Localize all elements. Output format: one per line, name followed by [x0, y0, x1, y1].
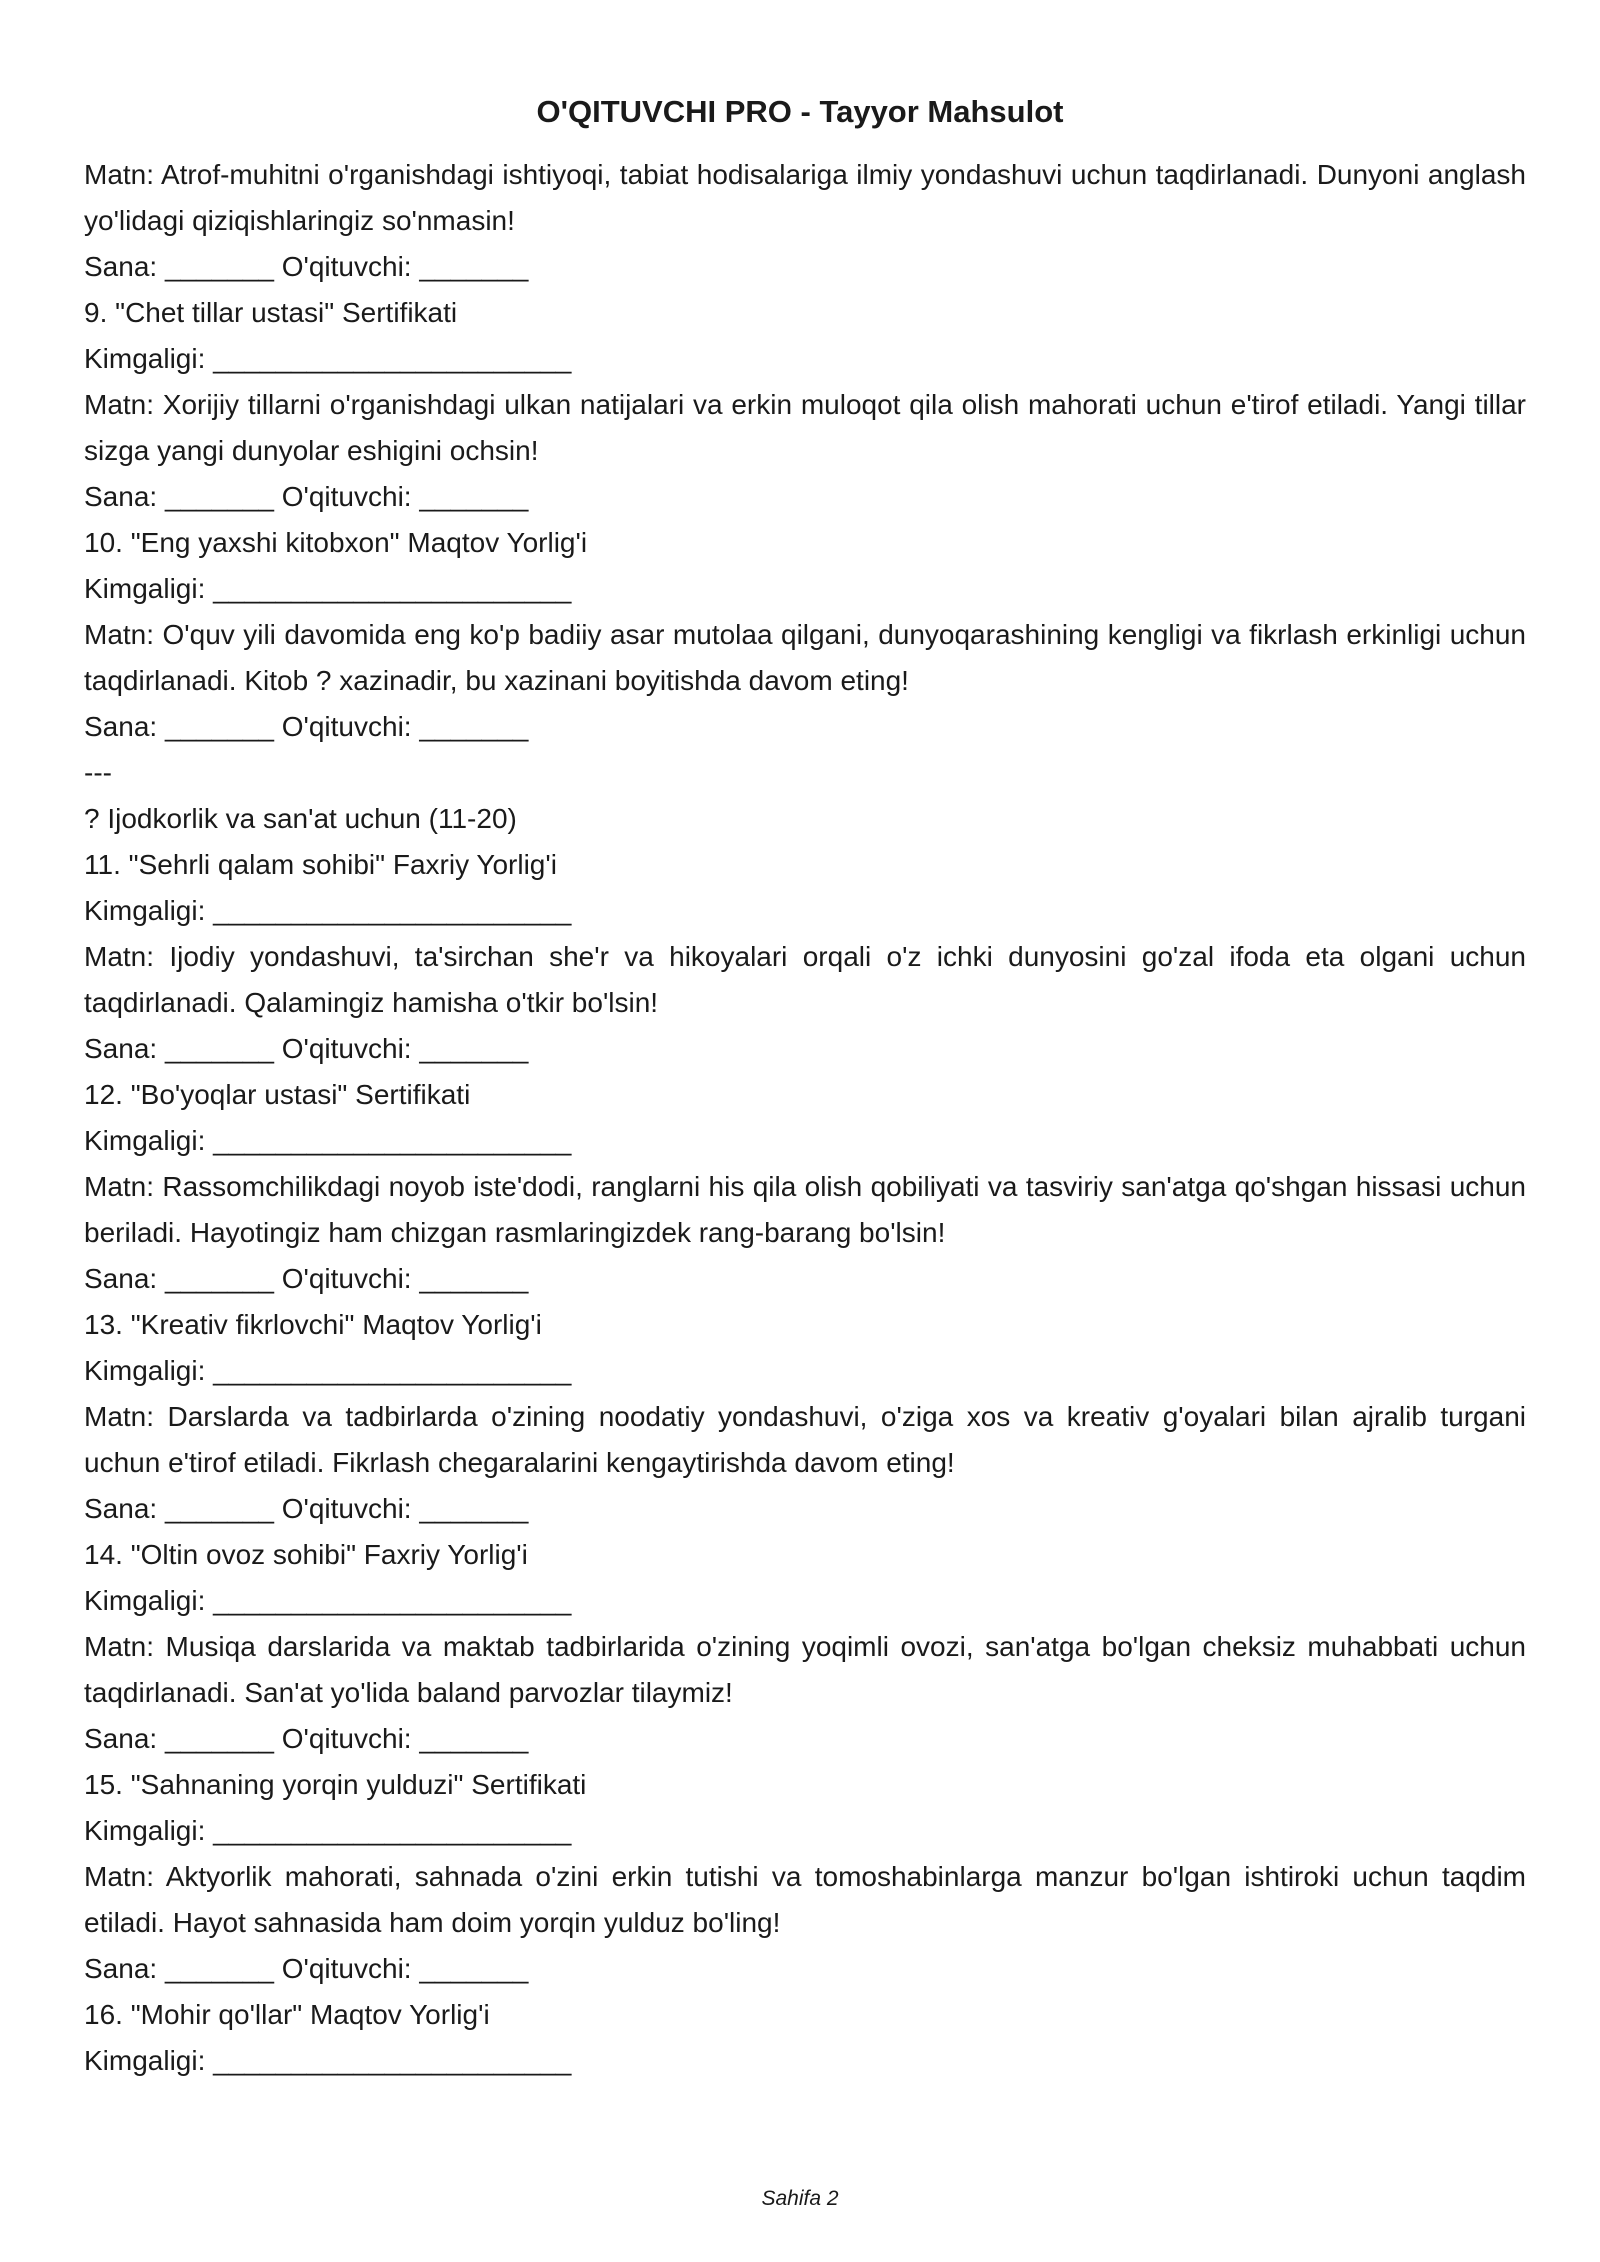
recipient-line: Kimgaligi: _______________________: [84, 343, 572, 374]
signature-line: Sana: _______ O'qituvchi: _______: [84, 1723, 529, 1754]
recipient-line: Kimgaligi: _______________________: [84, 1815, 572, 1846]
recipient-line: Kimgaligi: _______________________: [84, 2045, 572, 2076]
certificate-heading: 12. "Bo'yoqlar ustasi" Sertifikati: [84, 1079, 471, 1110]
certificate-heading: 11. "Sehrli qalam sohibi" Faxriy Yorlig'i: [84, 849, 557, 880]
recipient-line: Kimgaligi: _______________________: [84, 895, 572, 926]
signature-line: Sana: _______ O'qituvchi: _______: [84, 1033, 529, 1064]
certificate-text: Matn: Darslarda va tadbirlarda o'zining noodatiy yondashuvi, o'ziga xos va kreativ g'oyalari bilan ajralib turgani uchun e'tirof etiladi. Fikrlash chegaralarini kengaytirishda davom eting!: [84, 1401, 1526, 1478]
signature-line: Sana: _______ O'qituvchi: _______: [84, 1493, 529, 1524]
certificate-text: Matn: Ijodiy yondashuvi, ta'sirchan she'r va hikoyalari orqali o'z ichki dunyosini go'zal ifoda eta olgani uchun taqdirlanadi. Qalamingiz hamisha o'tkir bo'lsin!: [84, 941, 1526, 1018]
page-title: O'QITUVCHI PRO - Tayyor Mahsulot: [536, 94, 1064, 129]
recipient-line: Kimgaligi: _______________________: [84, 1355, 572, 1386]
page-number: Sahifa 2: [761, 2187, 839, 2210]
section-heading: ? Ijodkorlik va san'at uchun (11-20): [84, 803, 517, 834]
certificate-text: Matn: Atrof-muhitni o'rganishdagi ishtiyoqi, tabiat hodisalariga ilmiy yondashuvi uchun taqdirlanadi. Dunyoni anglash yo'lidagi qiziqishlaringiz so'nmasin!: [84, 159, 1526, 236]
recipient-line: Kimgaligi: _______________________: [84, 1125, 572, 1156]
certificate-text: Matn: Xorijiy tillarni o'rganishdagi ulkan natijalari va erkin muloqot qila olish mahorati uchun e'tirof etiladi. Yangi tillar sizga yangi dunyolar eshigini ochsin!: [84, 389, 1526, 466]
signature-line: Sana: _______ O'qituvchi: _______: [84, 711, 529, 742]
certificate-heading: 14. "Oltin ovoz sohibi" Faxriy Yorlig'i: [84, 1539, 528, 1570]
certificate-text: Matn: Rassomchilikdagi noyob iste'dodi, ranglarni his qila olish qobiliyati va tasviriy san'atga qo'shgan hissasi uchun beriladi. Hayotingiz ham chizgan rasmlaringizdek rang-barang bo'lsin!: [84, 1171, 1526, 1248]
signature-line: Sana: _______ O'qituvchi: _______: [84, 251, 529, 282]
recipient-line: Kimgaligi: _______________________: [84, 1585, 572, 1616]
certificate-text: Matn: Aktyorlik mahorati, sahnada o'zini erkin tutishi va tomoshabinlarga manzur bo'lgan ishtiroki uchun taqdim etiladi. Hayot sahnasida ham doim yorqin yulduz bo'ling!: [84, 1861, 1526, 1938]
document-body: [84, 152, 1526, 2084]
signature-line: Sana: _______ O'qituvchi: _______: [84, 1263, 529, 1294]
section-divider: ---: [84, 757, 112, 788]
certificate-heading: 16. "Mohir qo'llar" Maqtov Yorlig'i: [84, 1999, 490, 2030]
certificate-heading: 15. "Sahnaning yorqin yulduzi" Sertifikati: [84, 1769, 587, 1800]
certificate-heading: 10. "Eng yaxshi kitobxon" Maqtov Yorlig'i: [84, 527, 588, 558]
certificate-heading: 13. "Kreativ fikrlovchi" Maqtov Yorlig'i: [84, 1309, 542, 1340]
signature-line: Sana: _______ O'qituvchi: _______: [84, 1953, 529, 1984]
certificate-heading: 9. "Chet tillar ustasi" Sertifikati: [84, 297, 458, 328]
certificate-text: Matn: O'quv yili davomida eng ko'p badiiy asar mutolaa qilgani, dunyoqarashining kengligi va fikrlash erkinligi uchun taqdirlanadi. Kitob ? xazinadir, bu xazinani boyitishda davom eting!: [84, 619, 1526, 696]
signature-line: Sana: _______ O'qituvchi: _______: [84, 481, 529, 512]
recipient-line: Kimgaligi: _______________________: [84, 573, 572, 604]
certificate-text: Matn: Musiqa darslarida va maktab tadbirlarida o'zining yoqimli ovozi, san'atga bo'lgan cheksiz muhabbati uchun taqdirlanadi. San'at yo'lida baland parvozlar tilaymiz!: [84, 1631, 1526, 1708]
